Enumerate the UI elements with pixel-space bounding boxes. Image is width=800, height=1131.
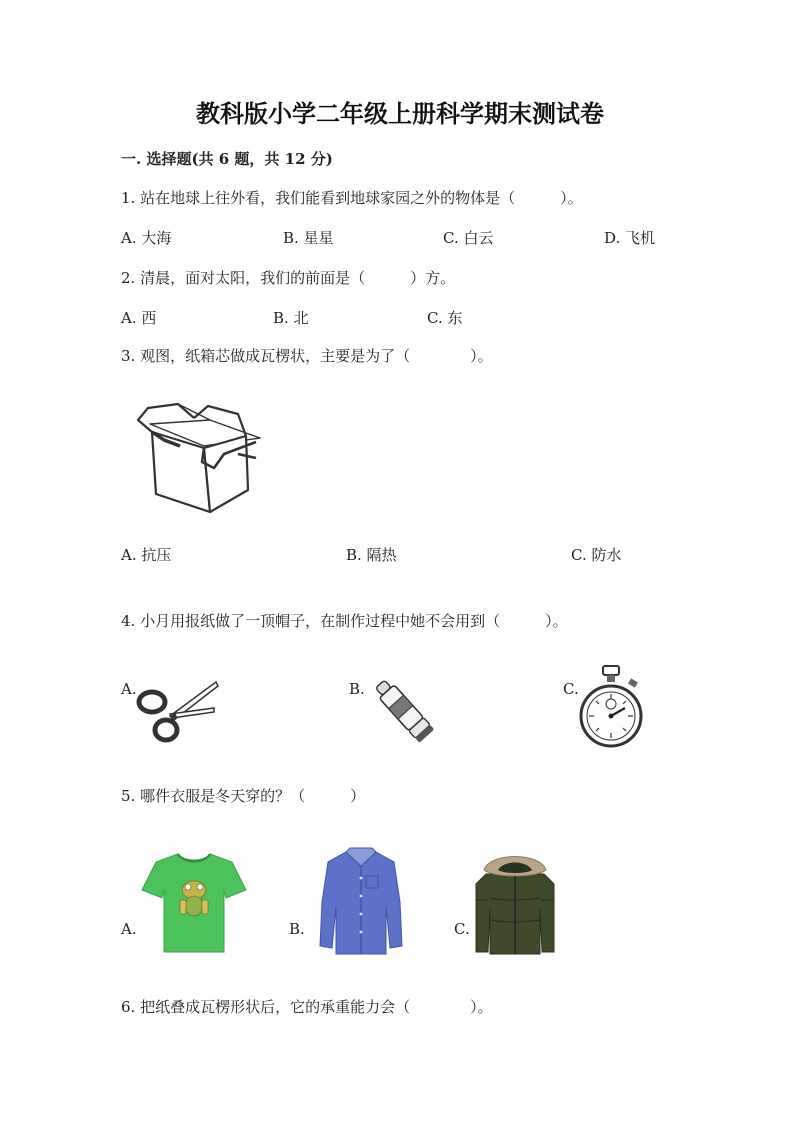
question-3-option-c[interactable]: C. 防水 (571, 546, 622, 564)
section-heading: 一. 选择题(共 6 题，共 12 分) (121, 150, 333, 168)
question-4-option-c[interactable]: C. (563, 680, 579, 698)
question-5-option-c[interactable]: C. (454, 920, 470, 938)
down-jacket-image (474, 848, 556, 956)
question-1-option-c[interactable]: C. 白云 (443, 229, 494, 247)
question-3-option-b[interactable]: B. 隔热 (346, 546, 397, 564)
question-2-option-c[interactable]: C. 东 (427, 309, 463, 327)
question-3-stem: 3. 观图，纸箱芯做成瓦楞状，主要是为了（ ）。 (121, 347, 493, 365)
question-5-option-b[interactable]: B. (289, 920, 305, 938)
stopwatch-image (579, 664, 643, 756)
question-5-option-a[interactable]: A. (121, 920, 137, 938)
question-5-stem: 5. 哪件衣服是冬天穿的？（ ） (121, 787, 366, 805)
question-4-option-b[interactable]: B. (349, 680, 365, 698)
cardboard-box-image (134, 402, 262, 514)
question-2-option-b[interactable]: B. 北 (273, 309, 309, 327)
scissors-image (136, 678, 220, 744)
question-4-stem: 4. 小月用报纸做了一顶帽子，在制作过程中她不会用到（ ）。 (121, 612, 568, 630)
page-title: 教科版小学二年级上册科学期末测试卷 (196, 99, 604, 128)
question-1-option-a[interactable]: A. 大海 (121, 229, 172, 247)
question-2-stem: 2. 清晨，面对太阳，我们的前面是（ ）方。 (121, 269, 456, 287)
blue-dress-shirt-image (316, 846, 406, 958)
question-1-option-d[interactable]: D. 飞机 (604, 229, 656, 247)
glue-stick-image (366, 672, 438, 748)
question-1-stem: 1. 站在地球上往外看，我们能看到地球家园之外的物体是（ ）。 (121, 189, 583, 207)
question-4-option-a[interactable]: A. (121, 680, 137, 698)
question-2-option-a[interactable]: A. 西 (121, 309, 157, 327)
question-3-option-a[interactable]: A. 抗压 (121, 546, 172, 564)
question-6-stem: 6. 把纸叠成瓦楞形状后，它的承重能力会（ ）。 (121, 998, 493, 1016)
question-1-option-b[interactable]: B. 星星 (283, 229, 334, 247)
green-t-shirt-image (140, 850, 248, 956)
